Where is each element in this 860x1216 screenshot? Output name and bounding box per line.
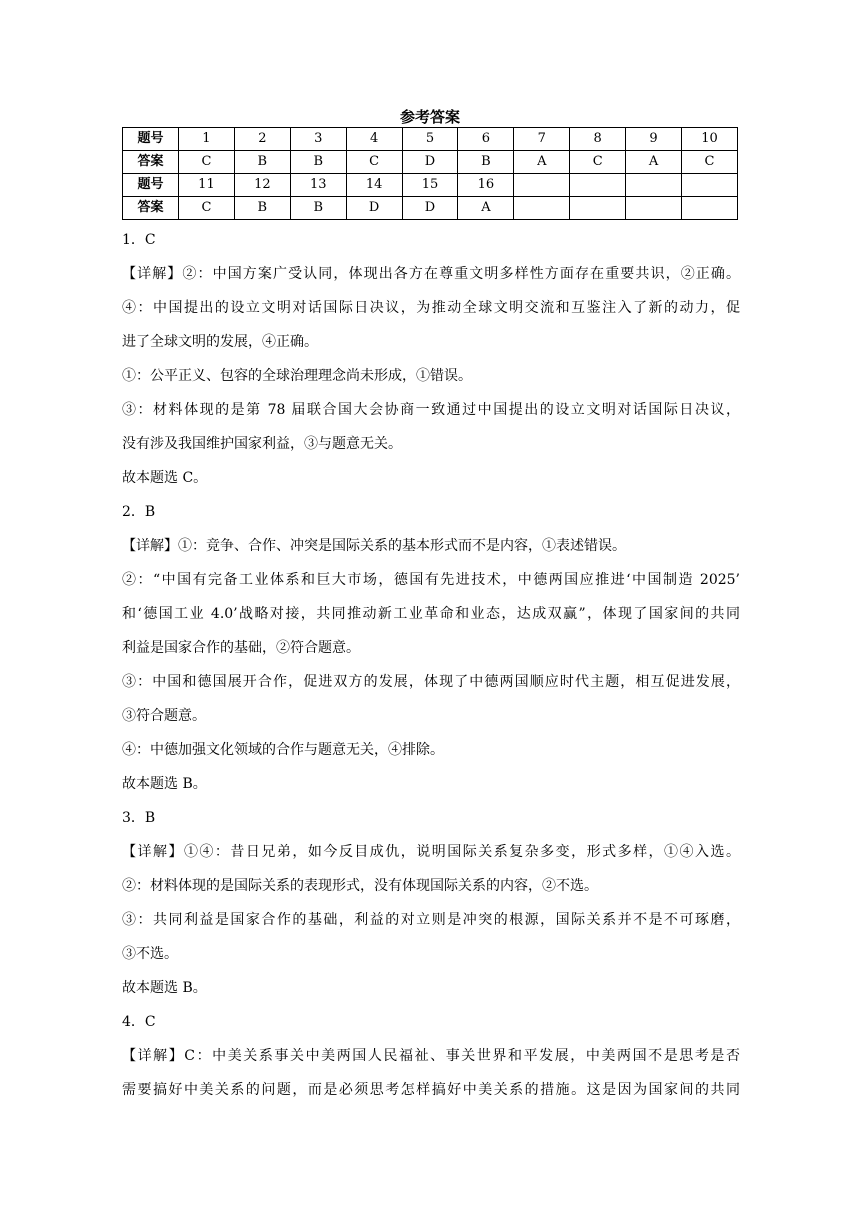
- text-line: 3．B: [122, 810, 156, 826]
- question-cell: 3: [290, 128, 346, 151]
- question-row: [123, 174, 738, 197]
- text-line: 和‘德国工业 4.0’战略对接，共同推动新工业革命和业态，达成双赢”，体现了国家间的共同: [122, 606, 740, 622]
- answer-cell: B: [458, 151, 514, 174]
- answer-cell: D: [402, 197, 458, 220]
- answer-cell: [682, 197, 738, 220]
- question-row: [123, 128, 738, 151]
- question-cell: 11: [179, 174, 235, 197]
- text-line: 故本题选 C。: [122, 470, 208, 486]
- text-line: 没有涉及我国维护国家利益，③与题意无关。: [122, 436, 402, 452]
- question-cell: 13: [290, 174, 346, 197]
- question-cell: [626, 174, 682, 197]
- text-line: 【详解】C：中美关系事关中美两国人民福祉、事关世界和平发展，中美两国不是思考是否: [122, 1048, 740, 1064]
- text-line: ④：中国提出的设立文明对话国际日决议，为推动全球文明交流和互鉴注入了新的动力，促: [122, 300, 740, 316]
- question-cell: 7: [514, 128, 570, 151]
- question-row-label: 题号: [123, 174, 179, 197]
- text-line: 需要搞好中美关系的问题，而是必须思考怎样搞好中美关系的措施。这是因为国家间的共同: [122, 1082, 740, 1098]
- answer-explanations: [122, 229, 740, 1113]
- answer-cell: C: [346, 151, 402, 174]
- answer-cell: B: [290, 151, 346, 174]
- answer-row: [123, 197, 738, 220]
- text-line: ③：材料体现的是第 78 届联合国大会协商一致通过中国提出的设立文明对话国际日决议，: [122, 402, 740, 418]
- question-cell: 16: [458, 174, 514, 197]
- text-line: 4．C: [122, 1014, 156, 1030]
- answer-cell: [514, 197, 570, 220]
- answer-cell: C: [179, 197, 235, 220]
- question-cell: 9: [626, 128, 682, 151]
- answer-row-label: 答案: [123, 197, 179, 220]
- question-cell: 2: [234, 128, 290, 151]
- text-line: ④：中德加强文化领域的合作与题意无关，④排除。: [122, 742, 444, 758]
- answer-cell: A: [514, 151, 570, 174]
- page-title: 参考答案: [399, 108, 460, 126]
- question-cell: 6: [458, 128, 514, 151]
- question-cell: 12: [234, 174, 290, 197]
- answer-cell: C: [179, 151, 235, 174]
- question-cell: 10: [682, 128, 738, 151]
- answer-cell: [570, 197, 626, 220]
- text-line: 故本题选 B。: [122, 776, 207, 792]
- answer-cell: A: [626, 151, 682, 174]
- answer-cell: D: [402, 151, 458, 174]
- answer-cell: [626, 197, 682, 220]
- text-line: ③：共同利益是国家合作的基础，利益的对立则是冲突的根源，国际关系并不是不可琢磨，: [122, 912, 740, 928]
- answer-table: [122, 127, 738, 220]
- text-line: ②：“中国有完备工业体系和巨大市场，德国有先进技术，中德两国应推进‘中国制造 2025’: [122, 572, 740, 588]
- question-cell: 1: [179, 128, 235, 151]
- answer-cell: D: [346, 197, 402, 220]
- text-line: 1．C: [122, 232, 156, 248]
- question-cell: 4: [346, 128, 402, 151]
- question-cell: [514, 174, 570, 197]
- text-line: 2．B: [122, 504, 156, 520]
- text-line: ①：公平正义、包容的全球治理理念尚未形成，①错误。: [122, 368, 472, 384]
- text-line: ③：中国和德国展开合作，促进双方的发展，体现了中德两国顺应时代主题，相互促进发展，: [122, 674, 740, 690]
- text-line: 【详解】①④：昔日兄弟，如今反目成仇，说明国际关系复杂多变，形式多样，①④入选。: [122, 844, 740, 860]
- answer-cell: C: [570, 151, 626, 174]
- answer-cell: B: [234, 151, 290, 174]
- text-line: ③不选。: [122, 946, 178, 962]
- question-cell: 14: [346, 174, 402, 197]
- answer-cell: C: [682, 151, 738, 174]
- question-cell: 5: [402, 128, 458, 151]
- text-line: ③符合题意。: [122, 708, 206, 724]
- text-line: 故本题选 B。: [122, 980, 207, 996]
- text-line: 【详解】②：中国方案广受认同，体现出各方在尊重文明多样性方面存在重要共识，②正确。: [122, 266, 740, 282]
- answer-row-label: 答案: [123, 151, 179, 174]
- answer-row: [123, 151, 738, 174]
- text-line: 【详解】①：竞争、合作、冲突是国际关系的基本形式而不是内容，①表述错误。: [122, 538, 626, 554]
- question-cell: [570, 174, 626, 197]
- answer-cell: A: [458, 197, 514, 220]
- question-cell: 8: [570, 128, 626, 151]
- answer-cell: B: [290, 197, 346, 220]
- text-line: ②：材料体现的是国际关系的表现形式，没有体现国际关系的内容，②不选。: [122, 878, 598, 894]
- question-row-label: 题号: [123, 128, 179, 151]
- question-cell: [682, 174, 738, 197]
- text-line: 进了全球文明的发展，④正确。: [122, 334, 318, 350]
- answer-cell: B: [234, 197, 290, 220]
- text-line: 利益是国家合作的基础，②符合题意。: [122, 640, 360, 656]
- question-cell: 15: [402, 174, 458, 197]
